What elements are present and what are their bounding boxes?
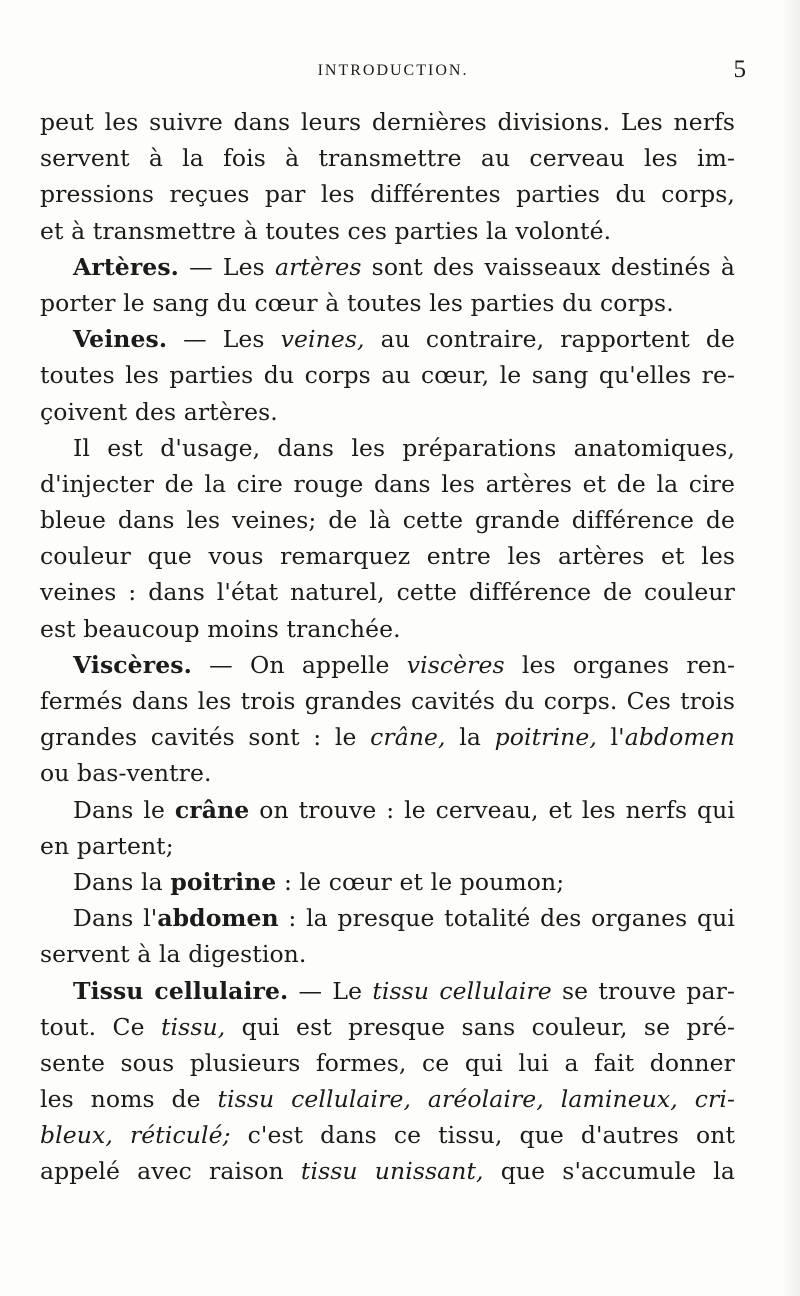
text-run: au contraire, rapportent de: [364, 325, 735, 354]
text-line: [40, 502, 735, 538]
body-text: [40, 104, 735, 1190]
text-run: Dans la: [73, 867, 171, 896]
text-line: [40, 900, 735, 936]
section-visceres-line: [40, 647, 735, 683]
text-run: toutes les parties du corps au cœur, le sang qu'elles re-: [40, 361, 735, 390]
text-run: grandes cavités sont : le: [40, 723, 371, 752]
text-run: bleue dans les veines; de là cette grande différence de: [40, 506, 735, 535]
text-run: [113, 1121, 130, 1149]
text-run: appelé avec raison: [40, 1157, 301, 1186]
text-line: [40, 466, 735, 502]
text-line: [40, 176, 735, 212]
text-run: les noms de: [40, 1085, 218, 1114]
text-run: [678, 1085, 695, 1113]
text-run: fermés dans les trois grandes cavités du corps. Ces trois: [40, 687, 735, 715]
page-number: 5: [733, 56, 746, 83]
section-term: Tissu cellulaire.: [73, 976, 289, 1005]
text-line: [40, 285, 735, 321]
page-edge-shadow: [782, 0, 800, 1296]
text-run: que s'accumule la: [483, 1157, 735, 1186]
italic-term: artères: [274, 252, 362, 281]
text-run: porter le sang du cœur à toutes les parties du corps.: [40, 288, 674, 317]
italic-term: viscères: [406, 650, 505, 679]
text-line: [40, 140, 735, 176]
section-term: Artères.: [73, 252, 179, 281]
text-run: veines : dans l'état naturel, cette différence de couleur: [40, 578, 735, 607]
text-run: c'est dans ce tissu, que d'autres ont: [230, 1121, 735, 1150]
text-line: [40, 683, 735, 719]
section-term: Viscères.: [73, 650, 192, 679]
text-line: [40, 755, 735, 791]
text-line: [40, 936, 735, 972]
text-line: [40, 611, 735, 647]
text-run: tout. Ce: [40, 1012, 161, 1041]
bold-term: crâne: [174, 795, 250, 824]
text-line: [40, 1117, 735, 1153]
text-line: [40, 719, 735, 755]
text-run: [544, 1085, 561, 1113]
italic-term: poitrine,: [494, 723, 597, 752]
text-run: on trouve : le cerveau, et les nerfs qui: [249, 795, 735, 824]
text-run: est beaucoup moins tranchée.: [40, 614, 401, 643]
text-run: pressions reçues par les différentes parties du corps,: [40, 180, 735, 209]
text-run: et à transmettre à toutes ces parties la volonté.: [40, 216, 612, 245]
text-line: [40, 1153, 735, 1189]
text-line: [40, 828, 735, 864]
text-run: la: [445, 723, 495, 752]
italic-term: abdomen: [624, 723, 735, 752]
running-head: INTRODUCTION.: [317, 62, 469, 79]
text-run: servent à la digestion.: [40, 940, 307, 969]
text-line: [40, 357, 735, 393]
text-run: — Les: [167, 325, 281, 354]
text-run: — Le: [288, 976, 373, 1005]
italic-term: tissu cellulaire: [372, 976, 552, 1005]
bold-term: abdomen: [157, 904, 279, 933]
page-header: [40, 56, 746, 92]
bold-term: poitrine: [170, 867, 277, 896]
text-line: [40, 1081, 735, 1117]
text-run: se trouve par-: [551, 976, 735, 1005]
text-run: — Les: [178, 252, 275, 281]
text-run: ou bas-ventre.: [40, 759, 212, 788]
text-line: [40, 394, 735, 430]
text-line: [40, 1009, 735, 1045]
text-run: couleur que vous remarquez entre les artères et les: [40, 542, 735, 571]
text-run: Dans l': [73, 904, 158, 933]
text-line: [40, 574, 735, 610]
section-arteres-line: [40, 249, 735, 285]
text-line: [40, 1045, 735, 1081]
text-run: sont des vaisseaux destinés à: [361, 252, 735, 281]
italic-term: cri-: [694, 1085, 735, 1114]
italic-term: tissu,: [161, 1012, 226, 1041]
text-line: [40, 430, 735, 466]
text-run: — On appelle: [191, 650, 407, 679]
text-run: : la presque totalité des organes qui: [278, 904, 735, 933]
text-line: [40, 792, 735, 828]
text-run: en partent;: [40, 831, 174, 860]
text-line: [40, 864, 735, 900]
text-run: les organes ren-: [504, 650, 735, 679]
section-veines-line: [40, 321, 735, 357]
text-line: [40, 538, 735, 574]
text-line: [40, 213, 735, 249]
section-tissu-line: [40, 973, 735, 1009]
italic-term: veines,: [280, 325, 365, 354]
text-run: peut les suivre dans leurs dernières divisions. Les nerfs: [40, 108, 735, 136]
text-run: : le cœur et le poumon;: [276, 867, 565, 896]
text-run: servent à la fois à transmettre au cerveau les im-: [40, 144, 735, 173]
text-run: Il est d'usage, dans les préparations anatomiques,: [73, 433, 735, 462]
italic-term: bleux,: [40, 1121, 113, 1150]
text-run: qui est presque sans couleur, se pré-: [225, 1012, 735, 1041]
text-run: çoivent des artères.: [40, 397, 278, 426]
section-term: Veines.: [73, 325, 168, 354]
text-run: Dans le: [73, 795, 175, 824]
italic-term: tissu cellulaire, aréolaire,: [217, 1085, 544, 1114]
italic-term: tissu unissant,: [300, 1157, 484, 1186]
text-run: sente sous plusieurs formes, ce qui lui a fait donner: [40, 1048, 735, 1077]
italic-term: lamineux,: [560, 1085, 678, 1114]
text-run: l': [596, 723, 625, 752]
italic-term: réticulé;: [129, 1121, 231, 1150]
text-run: d'injecter de la cire rouge dans les artères et de la cire: [40, 469, 735, 498]
italic-term: crâne,: [370, 723, 446, 752]
text-line: [40, 104, 735, 140]
